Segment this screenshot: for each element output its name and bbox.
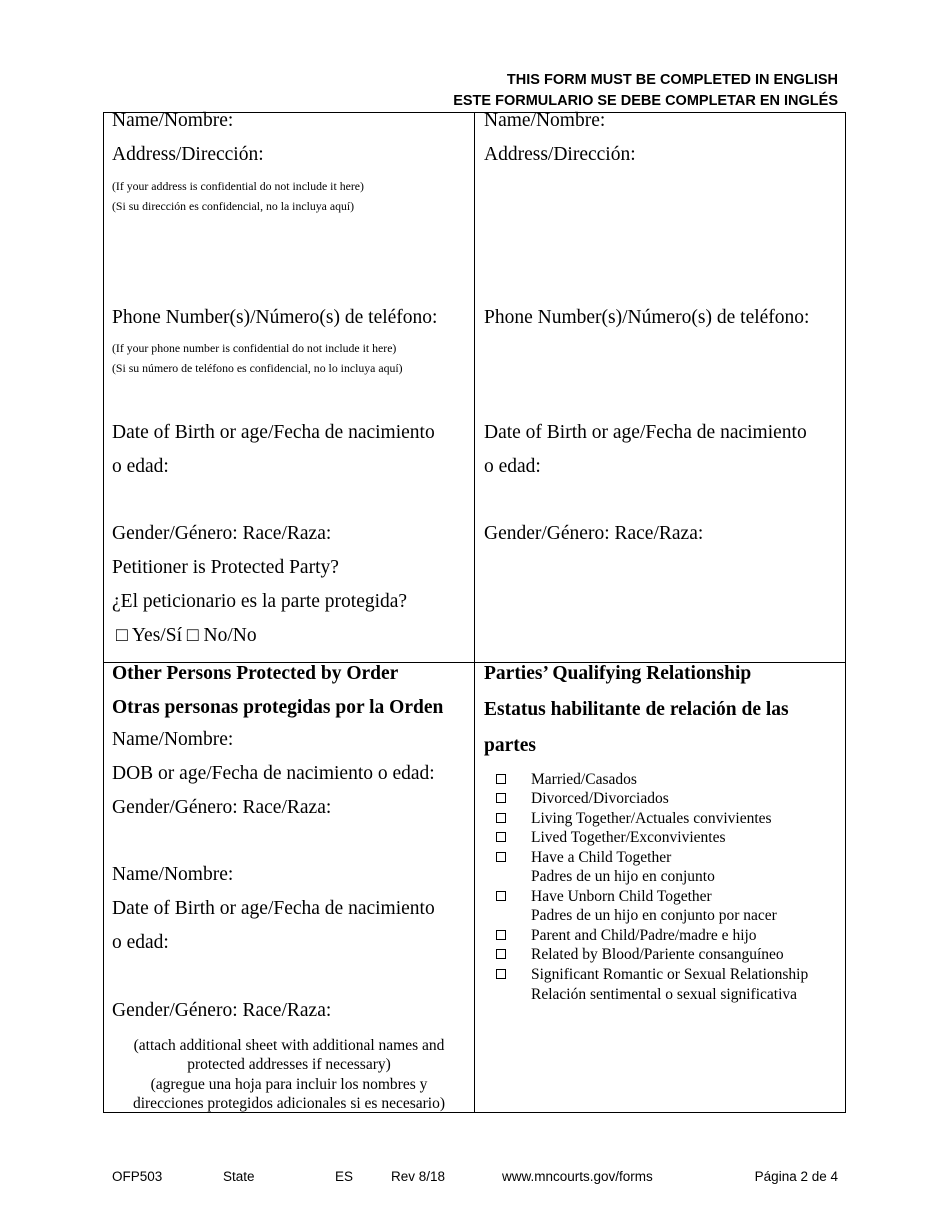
divorced-option: Divorced/Divorciados xyxy=(531,790,669,807)
additional-sheet-note xyxy=(112,1036,466,1113)
unborn-child-option: Have Unborn Child Together xyxy=(531,888,712,905)
other-persons-title-es: Otras personas protegidas por la Orden xyxy=(112,697,444,718)
left-dob-label-cont: o edad: xyxy=(112,456,169,477)
left-dob-label: Date of Birth or age/Fecha de nacimiento xyxy=(112,422,435,443)
form-language: ES xyxy=(335,1169,354,1184)
form-id: OFP503 xyxy=(112,1169,163,1184)
other-person1-dob-label: DOB or age/Fecha de nacimiento o edad: xyxy=(112,763,435,784)
related-by-blood-checkbox[interactable] xyxy=(496,949,506,959)
married-option: Married/Casados xyxy=(531,771,637,788)
left-gender-race-label: Gender/Género: Race/Raza: xyxy=(112,523,332,544)
living-together-checkbox[interactable] xyxy=(496,813,506,823)
forms-url: www.mncourts.gov/forms xyxy=(502,1169,653,1184)
unborn-child-option-es: Padres de un hijo en conjunto por nacer xyxy=(531,907,777,924)
form-state: State xyxy=(223,1169,255,1184)
relationship-title-es-cont: partes xyxy=(484,735,536,756)
lived-together-checkbox[interactable] xyxy=(496,832,506,842)
right-name-label: Name/Nombre: xyxy=(484,110,606,131)
petitioner-protected-question-es: ¿El peticionario es la parte protegida? xyxy=(112,591,408,612)
right-phone-label: Phone Number(s)/Número(s) de teléfono: xyxy=(484,307,810,328)
unborn-child-checkbox[interactable] xyxy=(496,891,506,901)
form-revision: Rev 8/18 xyxy=(391,1169,446,1184)
spanish-notice-line: ESTE FORMULARIO SE DEBE COMPLETAR EN INGLÉS xyxy=(453,93,838,109)
romantic-relationship-option-es: Relación sentimental o sexual significativa xyxy=(531,986,798,1003)
additional-sheet-note-line: protected addresses if necessary) xyxy=(187,1056,391,1074)
relationship-title: Parties’ Qualifying Relationship xyxy=(484,663,752,684)
left-address-label: Address/Dirección: xyxy=(112,144,264,165)
right-dob-label-cont: o edad: xyxy=(484,456,541,477)
right-address-label: Address/Dirección: xyxy=(484,144,636,165)
left-phone-label: Phone Number(s)/Número(s) de teléfono: xyxy=(112,307,438,328)
other-person2-dob-label-cont: o edad: xyxy=(112,932,169,953)
other-person1-gender-race-label: Gender/Género: Race/Raza: xyxy=(112,797,332,818)
right-dob-label: Date of Birth or age/Fecha de nacimiento xyxy=(484,422,807,443)
english-notice-line: THIS FORM MUST BE COMPLETED IN ENGLISH xyxy=(506,72,838,88)
column-divider xyxy=(474,112,475,1113)
left-address-note-en: (If your address is confidential do not include it here) xyxy=(112,179,364,193)
left-phone-note-en: (If your phone number is confidential do not include it here) xyxy=(112,341,397,355)
parent-child-option: Parent and Child/Padre/madre e hijo xyxy=(531,927,757,944)
other-persons-title: Other Persons Protected by Order xyxy=(112,663,399,684)
related-by-blood-option: Related by Blood/Pariente consanguíneo xyxy=(531,946,784,963)
additional-sheet-note-line: (agregue una hoja para incluir los nombres y xyxy=(150,1075,428,1093)
romantic-relationship-option: Significant Romantic or Sexual Relationship xyxy=(531,966,809,983)
parent-child-checkbox[interactable] xyxy=(496,930,506,940)
other-person1-name-label: Name/Nombre: xyxy=(112,729,234,750)
romantic-relationship-checkbox[interactable] xyxy=(496,969,506,979)
lived-together-option: Lived Together/Exconvivientes xyxy=(531,829,726,846)
left-phone-note-es: (Si su número de teléfono es confidencial, no lo incluya aquí) xyxy=(112,361,403,375)
relationship-title-es: Estatus habilitante de relación de las xyxy=(484,699,789,720)
right-gender-race-label: Gender/Género: Race/Raza: xyxy=(484,523,704,544)
left-address-note-es: (Si su dirección es confidencial, no la incluya aquí) xyxy=(112,199,355,213)
married-checkbox[interactable] xyxy=(496,774,506,784)
petitioner-protected-question: Petitioner is Protected Party? xyxy=(112,557,339,578)
left-name-label: Name/Nombre: xyxy=(112,110,234,131)
other-person2-dob-label: Date of Birth or age/Fecha de nacimiento xyxy=(112,898,435,919)
additional-sheet-note-line: (attach additional sheet with additional names and xyxy=(133,1037,445,1054)
divorced-checkbox[interactable] xyxy=(496,793,506,803)
other-person2-gender-race-label: Gender/Género: Race/Raza: xyxy=(112,1000,332,1021)
page-number: Página 2 de 4 xyxy=(754,1169,838,1184)
other-person2-name-label: Name/Nombre: xyxy=(112,864,234,885)
additional-sheet-note-line: direcciones protegidos adicionales si es necesario) xyxy=(132,1094,446,1112)
child-together-option: Have a Child Together xyxy=(531,849,672,866)
living-together-option: Living Together/Actuales convivientes xyxy=(531,810,772,827)
yes-no-checkboxes[interactable]: □ Yes/Sí □ No/No xyxy=(116,625,257,646)
child-together-option-es: Padres de un hijo en conjunto xyxy=(531,868,715,885)
child-together-checkbox[interactable] xyxy=(496,852,506,862)
